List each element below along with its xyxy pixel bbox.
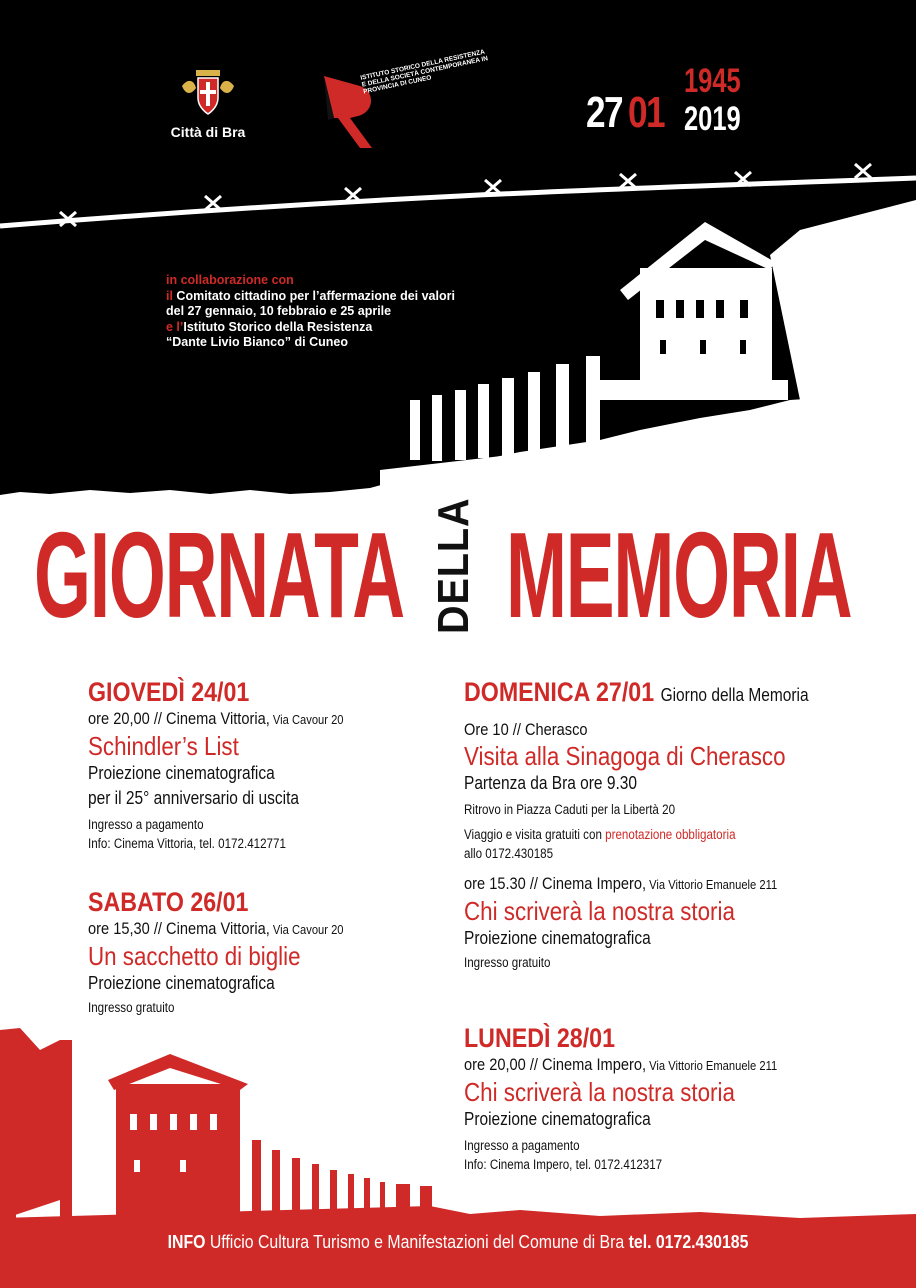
collab-line-4: “Dante Livio Bianco” di Cuneo: [166, 335, 348, 349]
collab-line-3: e l’Istituto Storico della Resistenza: [166, 319, 373, 334]
collab-intro: in collaborazione con: [166, 273, 294, 287]
city-of-bra-logo: [158, 66, 258, 140]
event-description: Proiezione cinematografica: [464, 928, 651, 948]
event-sunday: [464, 676, 884, 972]
event-day-heading: SABATO 26/01: [88, 887, 249, 917]
collab-line-1: il Comitato cittadino per l’affermazione dei valori: [166, 288, 455, 303]
footer-info: [0, 1222, 916, 1262]
event-film-title: Un sacchetto di biglie: [88, 941, 301, 971]
event-note: Viaggio e visita gratuiti con prenotazione obbligatoria: [464, 827, 736, 842]
footer-phone: tel. 0172.430185: [628, 1232, 749, 1252]
event-time-place: ore 20,00 // Cinema Vittoria, Via Cavour 20: [88, 709, 344, 728]
title-word-della: DELLA: [429, 497, 478, 634]
date-day: 27: [586, 88, 622, 137]
event-description: Proiezione cinematografica: [88, 763, 275, 783]
date-month: 01: [628, 88, 664, 137]
event-note: Ritrovo in Piazza Caduti per la Libertà 20: [464, 802, 676, 817]
title-word-giornata: GIORNATA: [34, 507, 404, 643]
event-thursday: [88, 676, 448, 853]
year-now: 2019: [684, 100, 741, 138]
event-day-heading: GIOVEDÌ 24/01: [88, 677, 250, 707]
collaboration-text: [166, 273, 506, 351]
institute-logo: [320, 48, 489, 152]
event-time-place: ore 20,00 // Cinema Impero, Via Vittorio Emanuele 211: [464, 1055, 778, 1074]
event-note: Ingresso gratuito: [464, 955, 551, 970]
footer-label: INFO: [167, 1232, 206, 1252]
event-note: allo 0172.430185: [464, 846, 554, 861]
event-note: Ingresso gratuito: [88, 1000, 175, 1015]
event-note: Ingresso a pagamento: [464, 1138, 580, 1153]
event-time-place: Ore 10 // Cherasco: [464, 720, 588, 739]
event-title: Visita alla Sinagoga di Cherasco: [464, 741, 786, 771]
event-day-heading: DOMENICA 27/01 Giorno della Memoria: [464, 677, 809, 707]
event-time-place: ore 15,30 // Cinema Vittoria, Via Cavour 20: [88, 919, 344, 938]
event-time-place: ore 15.30 // Cinema Impero, Via Vittorio Emanuele 211: [464, 874, 778, 893]
event-note: Info: Cinema Impero, tel. 0172.412317: [464, 1157, 663, 1172]
city-crest-icon: [178, 66, 238, 122]
event-saturday: [88, 886, 448, 1017]
main-title: [0, 497, 916, 644]
city-logo-text: Città di Bra: [170, 124, 246, 140]
title-word-memoria: MEMORIA: [506, 507, 852, 643]
year-then: 1945: [684, 62, 741, 100]
footer-text: Ufficio Cultura Turismo e Manifestazioni del Comune di Bra: [205, 1232, 629, 1252]
event-description: Proiezione cinematografica: [88, 973, 275, 993]
event-description: Proiezione cinematografica: [464, 1109, 651, 1129]
event-note: Ingresso a pagamento: [88, 817, 204, 832]
collab-line-2: del 27 gennaio, 10 febbraio e 25 aprile: [166, 304, 392, 318]
header-artwork: [0, 0, 916, 500]
institute-logo-text: ISTITUTO STORICO DELLA RESISTENZA E DELLA SOCIETÀ CONTEMPORANEA IN PROVINCIA DI CUNEO: [359, 48, 489, 96]
event-film-title: Chi scriverà la nostra storia: [464, 1077, 735, 1107]
event-day-heading: LUNEDÌ 28/01: [464, 1023, 615, 1053]
event-description: Partenza da Bra ore 9.30: [464, 773, 637, 793]
event-film-title: Schindler’s List: [88, 731, 239, 761]
event-description: per il 25° anniversario di uscita: [88, 788, 299, 808]
event-note: Info: Cinema Vittoria, tel. 0172.412771: [88, 836, 286, 851]
event-film-title: Chi scriverà la nostra storia: [464, 896, 735, 926]
